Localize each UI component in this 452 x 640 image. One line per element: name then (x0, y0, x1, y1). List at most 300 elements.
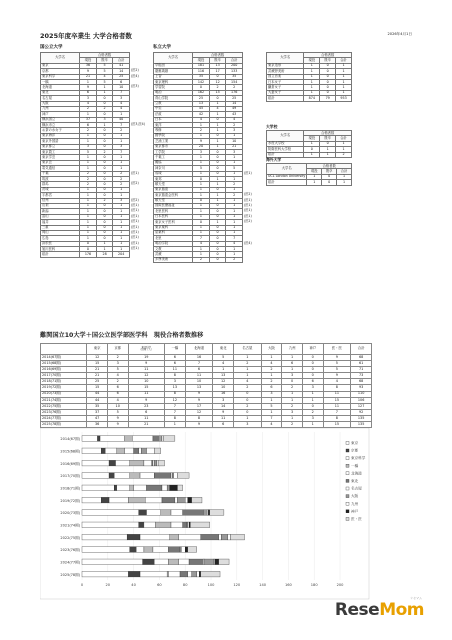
medical-note: (医1) (131, 240, 139, 245)
trend-value: 15 (87, 361, 108, 367)
medical-note: (医1) (131, 245, 139, 250)
trend-value: 1 (213, 367, 234, 373)
national-heading: 国公立大学 (40, 45, 63, 50)
count-cell: 1 (226, 247, 243, 252)
count-cell: 5 (80, 150, 97, 155)
count-cell: 2 (80, 171, 97, 176)
bar-segment (214, 559, 215, 565)
univ-name: 専修 (154, 128, 193, 133)
count-cell: 1 (80, 236, 97, 241)
bar-segment (97, 436, 100, 442)
count-cell: 2 (80, 128, 97, 133)
trend-header-row (41, 344, 372, 355)
univ-name: 星薬科 (154, 230, 193, 235)
univ-name: 国際医療福祉 (154, 203, 193, 208)
count-cell: 14 (113, 69, 130, 74)
count-cell: 0 (80, 247, 97, 252)
medical-note: (医1) (244, 202, 252, 207)
count-cell: 1 (113, 187, 130, 192)
bar-segment (168, 559, 178, 565)
trend-value: 6 (213, 422, 234, 428)
trend-value: 47 (87, 415, 108, 421)
total-cell: 0 (322, 180, 337, 185)
trend-value: 92 (351, 409, 372, 415)
bar-segment (177, 473, 189, 479)
count-cell: 0 (193, 176, 210, 181)
count-cell: 0 (320, 74, 336, 79)
count-cell: 1 (193, 203, 210, 208)
trend-value: 10 (185, 379, 213, 385)
trend-value: 2 (282, 422, 303, 428)
trend-value: 3 (107, 361, 128, 367)
count-cell: 1 (193, 133, 210, 138)
trend-value: 10 (213, 385, 234, 391)
bar-segment (177, 485, 182, 491)
trend-value: 2 (261, 379, 282, 385)
medical-note: (医1) (131, 234, 139, 239)
count-cell: 1 (113, 112, 130, 117)
count-cell: 1 (96, 241, 113, 246)
total-cell: 204 (113, 252, 130, 257)
count-cell: 1 (209, 112, 226, 117)
y-tick-label: 2017(70期) (60, 474, 80, 479)
count-cell: 2 (226, 193, 243, 198)
bar-segment (163, 436, 175, 442)
bar-segment (215, 559, 219, 565)
univ-name: 東京海洋 (41, 133, 80, 138)
count-cell: 4 (226, 117, 243, 122)
legend-swatch (346, 472, 349, 475)
col-header-name: 大学名 (41, 53, 80, 64)
univ-name: 浜松医 (41, 241, 80, 246)
count-cell: 1 (304, 141, 320, 146)
trend-col-header: 一橋 (165, 344, 186, 355)
trend-value: 0 (302, 373, 323, 379)
bar-segment (177, 497, 185, 503)
count-cell: 142 (193, 79, 210, 84)
legend-entry: 北海道 (351, 471, 362, 476)
trend-value: 6 (165, 361, 186, 367)
bar-segment (144, 522, 156, 528)
bar-segment (144, 460, 152, 466)
bar-segment (189, 522, 190, 528)
count-cell: 1 (226, 230, 243, 235)
legend-swatch (346, 441, 349, 444)
count-cell: 7 (113, 123, 130, 128)
trend-value: 93 (351, 385, 372, 391)
count-cell: 25 (193, 96, 210, 101)
count-cell: 1 (80, 203, 97, 208)
univ-name: 東洋 (154, 123, 193, 128)
count-cell: 1 (336, 90, 352, 95)
trend-year: 2017(70期) (41, 373, 87, 379)
count-cell: 0 (96, 193, 113, 198)
bar-segment (109, 460, 115, 466)
trend-value: 21 (87, 373, 108, 379)
trend-value: 11 (128, 415, 165, 421)
trend-value: 25 (87, 379, 108, 385)
trend-value: 6 (107, 391, 128, 397)
count-cell: 133 (226, 69, 243, 74)
count-cell: 3 (80, 144, 97, 149)
y-tick-label: 2018(71期) (60, 486, 80, 491)
bar-segment (109, 497, 128, 503)
legend-entry: 東京科学 (351, 456, 366, 461)
bar-segment (134, 485, 147, 491)
trend-value: 1 (261, 409, 282, 415)
univ-name: 獨協 (154, 160, 193, 165)
trend-value: 1 (165, 422, 186, 428)
univ-name: 順天堂 (154, 198, 193, 203)
count-cell: 1 (193, 155, 210, 160)
count-cell: 0 (96, 155, 113, 160)
trend-value: 4 (213, 361, 234, 367)
count-cell: 45 (193, 106, 210, 111)
univ-name: 岡山 (41, 230, 80, 235)
univ-name: 東邦 (154, 176, 193, 181)
univ-name: UCL London University (268, 174, 306, 179)
bar-segment (143, 559, 155, 565)
count-cell: 1 (80, 198, 97, 203)
col-header-count: 合格者数 (304, 53, 352, 58)
univ-name: 東京都立 (41, 144, 80, 149)
col-header-count: 合格者数 (304, 131, 352, 136)
trend-value: 2 (233, 385, 261, 391)
bar-segment (82, 510, 139, 516)
trend-value: 1 (261, 373, 282, 379)
count-cell: 1 (193, 214, 210, 219)
trend-value: 0 (302, 361, 323, 367)
x-tick-label: 160 (284, 583, 292, 587)
x-tick-label: 120 (233, 583, 241, 587)
count-cell: 1 (320, 147, 336, 152)
trend-value: 0 (233, 397, 261, 403)
col-header-count: 合格者数 (80, 53, 130, 58)
trend-value: 21 (87, 367, 108, 373)
trend-value: 135 (351, 422, 372, 428)
trend-row (41, 422, 372, 428)
trend-col-header: 東北 (213, 344, 234, 355)
count-cell: 1 (226, 214, 243, 219)
bar-segment (219, 559, 229, 565)
medical-note: (医3,医4) (131, 121, 145, 126)
count-cell: 1 (193, 247, 210, 252)
bar-segment (156, 522, 171, 528)
trend-value: 44 (87, 391, 108, 397)
count-cell: 0 (209, 187, 226, 192)
bar-segment (82, 559, 143, 565)
count-cell: 1 (337, 174, 352, 179)
count-cell: 9 (80, 85, 97, 90)
trend-value: 0 (302, 403, 323, 409)
trend-value: 4 (107, 373, 128, 379)
bar-segment (144, 547, 153, 553)
bar-segment (140, 534, 170, 540)
trend-value: 3 (213, 397, 234, 403)
count-cell: 0 (96, 160, 113, 165)
count-cell: 25 (113, 74, 130, 79)
univ-name: 水産大学校 (267, 141, 304, 146)
count-cell: 4 (226, 241, 243, 246)
count-cell: 0 (96, 144, 113, 149)
count-cell: 1 (113, 241, 130, 246)
count-cell: 3 (80, 96, 97, 101)
trend-value: 127 (351, 403, 372, 409)
legend-entry: 東京 (351, 441, 359, 445)
y-tick-label: 2021(74期) (60, 523, 80, 528)
count-cell: 1 (209, 139, 226, 144)
count-cell: 0 (209, 214, 226, 219)
count-cell: 7 (193, 236, 210, 241)
bar-segment (171, 473, 172, 479)
count-cell: 0 (96, 133, 113, 138)
trend-value: 1 (233, 373, 261, 379)
count-cell: 1 (336, 79, 352, 84)
univ-name: 東京薬科 (154, 225, 193, 230)
count-cell: 1 (113, 155, 130, 160)
count-cell: 1 (209, 128, 226, 133)
count-cell: 1 (113, 214, 130, 219)
count-cell: 3 (113, 96, 130, 101)
univ-name: 順天堂 (154, 182, 193, 187)
count-cell: 0 (96, 112, 113, 117)
trend-value: 4 (261, 361, 282, 367)
count-cell: 1 (209, 198, 226, 203)
legend-swatch (346, 517, 349, 520)
univ-name: 広島 (41, 236, 80, 241)
count-cell: 0 (209, 203, 226, 208)
count-cell: 2 (226, 182, 243, 187)
trend-value: 61 (351, 361, 372, 367)
legend-swatch (346, 449, 349, 452)
count-cell: 4 (193, 117, 210, 122)
count-cell: 2 (80, 176, 97, 181)
col-header-sub: 現役 (193, 58, 210, 63)
univ-name: 多摩美術 (154, 257, 193, 262)
count-cell: 2 (96, 106, 113, 111)
trend-value: 37 (87, 409, 108, 415)
trend-value: 15 (323, 397, 351, 403)
trend-value: 13 (185, 385, 213, 391)
count-cell: 40 (113, 117, 130, 122)
trend-value: 7 (165, 409, 186, 415)
bar-segment (128, 571, 140, 577)
count-cell: 0 (209, 74, 226, 79)
count-cell: 1 (80, 79, 97, 84)
college-heading: 大学校 (266, 124, 278, 129)
trend-value: 8 (323, 415, 351, 421)
col-header-sub: 現役 (307, 169, 322, 174)
trend-year: 2016(69期) (41, 367, 87, 373)
bar-segment (154, 460, 157, 466)
count-cell: 0 (320, 63, 336, 68)
national-table (40, 52, 130, 258)
bar-segment (114, 473, 129, 479)
col-header-sub: 合計 (226, 58, 243, 63)
count-cell: 1 (209, 182, 226, 187)
bar-segment (130, 473, 140, 479)
col-header-sub: 現役 (304, 58, 320, 63)
count-cell: 35 (193, 74, 210, 79)
count-cell: 1 (209, 193, 226, 198)
legend-swatch (346, 464, 349, 467)
trend-value: 16 (185, 355, 213, 361)
bar-segment (145, 497, 162, 503)
trend-value: 23 (128, 403, 165, 409)
count-cell: 1 (304, 90, 320, 95)
bar-segment (203, 510, 207, 516)
trend-value: 106 (351, 397, 372, 403)
count-cell: 1 (80, 112, 97, 117)
count-cell: 43 (226, 112, 243, 117)
medical-note: (医2) (244, 218, 252, 223)
count-cell: 5 (96, 79, 113, 84)
count-cell: 37 (80, 117, 97, 122)
trend-value: 3 (302, 385, 323, 391)
univ-name: 京都 (41, 69, 80, 74)
bar-segment (157, 460, 158, 466)
bar-segment (134, 448, 139, 454)
col-header-sub: 現役 (80, 58, 97, 63)
count-cell: 21 (80, 74, 97, 79)
bar-segment (153, 436, 159, 442)
univ-name: 名古屋 (41, 96, 80, 101)
medical-note: (医1) (131, 170, 139, 175)
count-cell: 1 (80, 214, 97, 219)
logo-sub: リセマム (410, 596, 422, 600)
count-cell: 2 (226, 257, 243, 262)
trend-value: 2 (282, 403, 303, 409)
trend-value: 68 (351, 355, 372, 361)
univ-name: 防衛医科大学校 (267, 147, 304, 152)
trend-value: 3 (282, 373, 303, 379)
count-cell: 5 (226, 166, 243, 171)
medical-note: (医1) (131, 207, 139, 212)
bar-segment (203, 559, 204, 565)
trend-value: 10 (128, 379, 165, 385)
col-header-sub: 既卒 (322, 169, 337, 174)
univ-name: 群馬 (41, 182, 80, 187)
univ-name: 工学院 (154, 150, 193, 155)
univ-name: 成城 (154, 171, 193, 176)
y-tick-label: 2022(75期) (60, 535, 80, 540)
trend-year: 2018(71期) (41, 379, 87, 385)
count-cell: 0 (96, 209, 113, 214)
count-cell: 0 (320, 90, 336, 95)
trend-value: 68 (351, 379, 372, 385)
count-cell: 6 (80, 90, 97, 95)
trend-year: 2025(78期) (41, 422, 87, 428)
count-cell: 1 (193, 230, 210, 235)
univ-name: 北海道 (41, 85, 80, 90)
trend-value: 7 (261, 415, 282, 421)
count-cell: 0 (209, 96, 226, 101)
count-cell: 6 (113, 79, 130, 84)
count-cell: 3 (226, 128, 243, 133)
univ-name: 旭川医科 (41, 247, 80, 252)
trend-value: 3 (282, 409, 303, 415)
count-cell: 1 (193, 123, 210, 128)
trend-value: 2 (107, 379, 128, 385)
bar-segment (154, 559, 168, 565)
col-header-name: 大学名 (154, 53, 193, 64)
trend-value: 2 (107, 355, 128, 361)
count-cell: 7 (226, 236, 243, 241)
bar-segment (141, 448, 146, 454)
trend-value: 1 (302, 391, 323, 397)
univ-name: 学習院 (154, 85, 193, 90)
count-cell: 1 (209, 144, 226, 149)
count-cell: 2 (96, 198, 113, 203)
univ-name: 東京慈恵会医科 (154, 193, 193, 198)
count-cell: 1 (304, 85, 320, 90)
univ-name: 東京女子医科 (154, 220, 193, 225)
bar-segment (197, 571, 200, 577)
univ-name: 千葉 (41, 171, 80, 176)
univ-name: 東京科学 (41, 74, 80, 79)
total-cell: 79 (320, 96, 336, 101)
univ-name: 國學院 (154, 133, 193, 138)
univ-name: 茨城 (41, 187, 80, 192)
count-cell: 162 (193, 90, 210, 95)
trend-value: 21 (128, 422, 165, 428)
bar-segment (205, 559, 214, 565)
bar-segment (170, 485, 178, 491)
bar-segment (82, 547, 130, 553)
count-cell: 2 (226, 85, 243, 90)
bar-segment (109, 473, 114, 479)
resemom-logo: ReseMom (334, 600, 424, 620)
univ-name: 東京都市 (154, 144, 193, 149)
bar-segment (117, 448, 125, 454)
count-cell: 13 (209, 63, 226, 68)
trend-value: 5 (323, 361, 351, 367)
bar-segment (130, 547, 136, 553)
count-cell: 0 (209, 133, 226, 138)
bar-segment (162, 497, 175, 503)
univ-name: 早稲田 (154, 63, 193, 68)
count-cell: 0 (209, 225, 226, 230)
univ-name: 横浜国立 (41, 117, 80, 122)
count-cell: 0 (96, 214, 113, 219)
bar-segment (221, 534, 227, 540)
medical-note: (医3) (131, 83, 139, 88)
univ-name: 日本医科 (154, 214, 193, 219)
count-cell: 1 (336, 74, 352, 79)
bar-segment (219, 534, 222, 540)
bar-segment (162, 485, 167, 491)
count-cell: 1 (336, 63, 352, 68)
trend-value: 15 (128, 385, 165, 391)
count-cell: 9 (193, 139, 210, 144)
bar-segment (130, 460, 144, 466)
total-cell: 1 (320, 152, 336, 157)
univ-name: 武蔵野美術 (267, 69, 304, 74)
trend-value: 16 (213, 391, 234, 397)
bar-segment (167, 571, 168, 577)
trend-value: 3 (302, 415, 323, 421)
univ-name: 日本女子 (267, 79, 304, 84)
bar-segment (147, 485, 162, 491)
count-cell: 1 (226, 187, 243, 192)
total-label: 総計 (41, 252, 80, 257)
bar-segment (179, 559, 189, 565)
y-tick-label: 2020(73期) (60, 511, 80, 516)
x-tick-label: 140 (259, 583, 267, 587)
trend-value: 3 (165, 379, 186, 385)
y-tick-label: 2019(72期) (60, 498, 80, 503)
total-label: 総計 (267, 180, 307, 185)
